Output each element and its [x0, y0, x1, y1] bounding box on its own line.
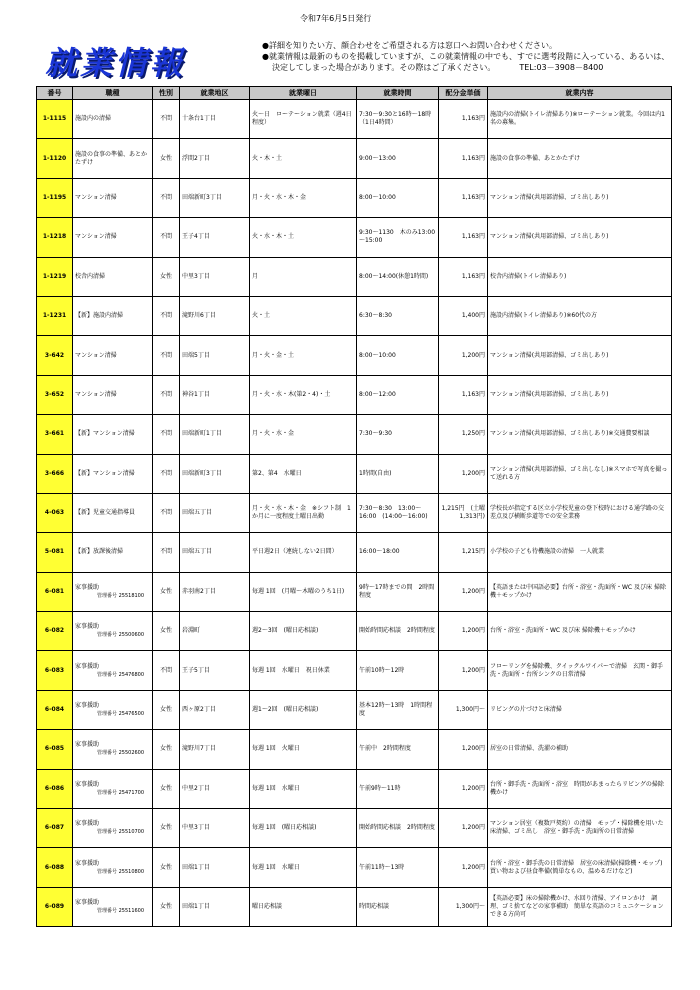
job-pay: 1,200円 [439, 572, 488, 611]
job-type [73, 257, 153, 296]
job-days: 毎週 1回 火曜日 [250, 730, 357, 769]
job-days: 毎週 1回 水曜日 祝日休業 [250, 651, 357, 690]
job-area: 浮間2丁目 [180, 139, 250, 178]
job-area: 中里3丁目 [180, 809, 250, 848]
job-pay: 1,300円～ [439, 887, 488, 926]
job-title: 校舎内清掃 [75, 272, 106, 280]
job-pay: 1,250円 [439, 415, 488, 454]
job-hours: 1時間(自由) [357, 454, 439, 493]
job-area: 王子4丁目 [180, 218, 250, 257]
job-number: 1-1231 [37, 296, 73, 335]
job-type [73, 375, 153, 414]
table-row [37, 651, 672, 690]
job-pay: 1,200円 [439, 612, 488, 651]
job-type [73, 493, 153, 532]
job-number: 6-089 [37, 887, 73, 926]
job-hours: 午前10時～12時 [357, 651, 439, 690]
job-sex: 女性 [153, 572, 180, 611]
header-sex: 性別 [153, 87, 180, 100]
job-type [73, 454, 153, 493]
table-row [37, 375, 672, 414]
job-sex: 女性 [153, 848, 180, 887]
job-days: 毎週 1回 (曜日応相談) [250, 809, 357, 848]
job-number: 3-652 [37, 375, 73, 414]
job-hours: 7:30～9:30と16時～18時（1日4時間） [357, 100, 439, 139]
job-pay: 1,200円 [439, 769, 488, 808]
job-content: フローリングを掃除機、クイックルワイパーで清掃 玄関・御手洗・洗面所・台所シンクの日常清掃 [488, 651, 672, 690]
table-row [37, 100, 672, 139]
job-type [73, 218, 153, 257]
job-title: マンション清掃 [75, 390, 117, 398]
job-days: 火～日 ローテーション就業（週4日程度） [250, 100, 357, 139]
job-type [73, 533, 153, 572]
table-row [37, 690, 672, 729]
management-number: 管理番号 25511600 [97, 908, 145, 914]
job-number: 6-081 [37, 572, 73, 611]
job-content: 施設の食事の準備、あとかたずけ [488, 139, 672, 178]
job-type [73, 572, 153, 611]
job-hours: 8:00～10:00 [357, 178, 439, 217]
job-content: 台所・御手洗・洗面所・浴室 時間があまったらリビングの掃除機かけ [488, 769, 672, 808]
table-row [37, 887, 672, 926]
job-sex: 不問 [153, 178, 180, 217]
job-type [73, 178, 153, 217]
job-content: 小学校の子ども待機施設の清掃 一人就業 [488, 533, 672, 572]
job-area: 田端1丁目 [180, 887, 250, 926]
job-type [73, 336, 153, 375]
job-pay: 1,200円 [439, 848, 488, 887]
job-number: 4-063 [37, 493, 73, 532]
job-number: 3-661 [37, 415, 73, 454]
job-sex: 不問 [153, 100, 180, 139]
job-pay: 1,200円 [439, 809, 488, 848]
job-days: 平日週2日（連続しない2日間） [250, 533, 357, 572]
job-number: 3-666 [37, 454, 73, 493]
job-title: 家事援助 [75, 859, 100, 867]
table-row [37, 730, 672, 769]
header-content: 就業内容 [488, 87, 672, 100]
job-area: 神谷1丁目 [180, 375, 250, 414]
job-type [73, 887, 153, 926]
job-sex: 女性 [153, 887, 180, 926]
job-sex: 女性 [153, 139, 180, 178]
job-area: 滝野川6丁目 [180, 296, 250, 335]
job-days: 月・火・水・木(第2・4)・土 [250, 375, 357, 414]
job-days: 月 [250, 257, 357, 296]
job-days: 毎週 1回 水曜日 [250, 848, 357, 887]
job-type [73, 296, 153, 335]
job-hours: 9時～17時までの間 2時間程度 [357, 572, 439, 611]
job-pay: 1,163円 [439, 100, 488, 139]
job-hours: 午前11時～13時 [357, 848, 439, 887]
job-type [73, 809, 153, 848]
job-title: 家事援助 [75, 583, 100, 591]
job-sex: 不問 [153, 454, 180, 493]
job-sex: 不問 [153, 296, 180, 335]
job-days: 月・火・水・金 [250, 415, 357, 454]
job-sex: 女性 [153, 769, 180, 808]
header-days: 就業曜日 [250, 87, 357, 100]
job-number: 6-088 [37, 848, 73, 887]
job-type [73, 415, 153, 454]
job-sex: 女性 [153, 809, 180, 848]
job-title: 家事援助 [75, 741, 100, 749]
job-content: 【英語必要】床の掃除機かけ、水回り清掃、アイロンかけ 調理、ゴミ捨てなどの家事補助 簡単な英語のコミュニケーションできる方尚可 [488, 887, 672, 926]
job-type [73, 100, 153, 139]
table-row [37, 415, 672, 454]
table-row [37, 218, 672, 257]
header-hours: 就業時間 [357, 87, 439, 100]
job-days: 月・火・水・木・金 ※シフト制 1か月に一度程度土曜日出勤 [250, 493, 357, 532]
job-area: 滝野川7丁目 [180, 730, 250, 769]
job-content: マンション清掃(共用部清掃、ゴミ出しあり)※交通費要相談 [488, 415, 672, 454]
notice-line-3: 決定してしまった場合があります。その際はご了承ください。 [272, 63, 496, 72]
header-number: 番号 [37, 87, 73, 100]
job-title: 家事援助 [75, 820, 100, 828]
job-sex: 不問 [153, 493, 180, 532]
table-row [37, 809, 672, 848]
job-number: 1-1195 [37, 178, 73, 217]
job-title: 家事援助 [75, 662, 100, 670]
job-area: 西ヶ原2丁目 [180, 690, 250, 729]
job-type [73, 730, 153, 769]
job-number: 1-1218 [37, 218, 73, 257]
job-days: 曜日応相談 [250, 887, 357, 926]
job-title: 施設の食事の準備、あとかたずけ [75, 150, 148, 166]
job-hours: 6:30～8:30 [357, 296, 439, 335]
job-hours: 9:00～13:00 [357, 139, 439, 178]
job-content: 校舎内清掃(トイレ清掃あり) [488, 257, 672, 296]
job-days: 週2～3回 (曜日応相談) [250, 612, 357, 651]
job-days: 火・水・木・土 [250, 218, 357, 257]
table-row [37, 336, 672, 375]
job-title: 【新】放課後清掃 [75, 548, 124, 556]
job-hours: 基本12時～13時 1時間程度 [357, 690, 439, 729]
notice-line-1: ●詳細を知りたい方、顔合わせをご希望される方は窓口へお問い合わせください。 [262, 41, 557, 50]
job-days: 第2、第4 水曜日 [250, 454, 357, 493]
job-pay: 1,163円 [439, 218, 488, 257]
job-sex: 女性 [153, 257, 180, 296]
job-number: 6-086 [37, 769, 73, 808]
table-row [37, 572, 672, 611]
job-number: 6-087 [37, 809, 73, 848]
job-content: マンション清掃(共用部清掃、ゴミ出しあり) [488, 336, 672, 375]
job-content: マンション清掃(共用部清掃、ゴミ出しあり) [488, 218, 672, 257]
header-pay: 配分金単価 [439, 87, 488, 100]
job-hours: 午前9時～11時 [357, 769, 439, 808]
job-content: 施設内清掃(トイレ清掃あり)※60代の方 [488, 296, 672, 335]
job-sex: 不問 [153, 651, 180, 690]
phone-number: TEL:03－3908－8400 [519, 63, 604, 72]
job-hours: 開始時間応相談 2時間程度 [357, 612, 439, 651]
job-table [36, 86, 672, 927]
management-number: 管理番号 25510700 [97, 829, 145, 836]
job-hours: 8:00～14:00(休憩1時間) [357, 257, 439, 296]
job-area: 田端五丁目 [180, 493, 250, 532]
job-number: 1-1219 [37, 257, 73, 296]
job-days: 月・火・水・木・金 [250, 178, 357, 217]
job-content: 【英語または中国語必要】台所・浴室・洗面所・WC 及び床 掃除機＋モップかけ [488, 572, 672, 611]
management-number: 管理番号 25500600 [97, 632, 145, 639]
job-days: 火・土 [250, 296, 357, 335]
job-sex: 不問 [153, 336, 180, 375]
job-content: 施設内の清掃(トイレ清掃あり)※ローテーション就業。今回は内1名の募集。 [488, 100, 672, 139]
job-title: 【新】マンション清掃 [75, 469, 135, 477]
job-number: 6-084 [37, 690, 73, 729]
job-title: 家事援助 [75, 702, 100, 710]
job-title: 【新】児童交通指導員 [75, 509, 136, 517]
job-title: マンション清掃 [75, 351, 117, 359]
job-hours: 開始時間応相談 2時間程度 [357, 809, 439, 848]
job-type [73, 848, 153, 887]
job-title: 施設内の清掃 [75, 115, 112, 123]
job-content: 居室の日常清掃、洗濯の補助 [488, 730, 672, 769]
job-title: 家事援助 [75, 899, 100, 906]
management-number: 管理番号 25502600 [97, 750, 145, 757]
job-content: マンション清掃(共用部清掃、ゴミ出しあり) [488, 375, 672, 414]
job-title: 【新】施設内清掃 [75, 312, 124, 320]
job-area: 田端5丁目 [180, 336, 250, 375]
table-row [37, 612, 672, 651]
job-title: 家事援助 [75, 780, 100, 788]
notice-block [262, 40, 669, 73]
job-type [73, 651, 153, 690]
job-days: 毎週 1回 (月曜～木曜のうち1日) [250, 572, 357, 611]
table-row [37, 454, 672, 493]
table-row [37, 178, 672, 217]
job-area: 田端新町1丁目 [180, 415, 250, 454]
job-content: 台所・浴室・洗面所・WC 及び床 掃除機＋モップかけ [488, 612, 672, 651]
job-number: 3-642 [37, 336, 73, 375]
job-area: 田端五丁目 [180, 533, 250, 572]
job-hours: 9:30～1130 木のみ13:00～15:00 [357, 218, 439, 257]
notice-line-2: ●就業情報は最新のものを掲載していますが、この就業情報の中でも、すでに選考段階に入っている、あるいは、 [262, 52, 670, 61]
job-number: 6-082 [37, 612, 73, 651]
table-header-row [37, 87, 672, 100]
job-content: マンション清掃(共用部清掃、ゴミ出しあり) [488, 178, 672, 217]
job-sex: 女性 [153, 612, 180, 651]
table-row [37, 139, 672, 178]
header-area: 就業地区 [180, 87, 250, 100]
table-row [37, 257, 672, 296]
job-hours: 午前中 2時間程度 [357, 730, 439, 769]
job-days: 週1～2回 (曜日応相談) [250, 690, 357, 729]
job-pay: 1,200円 [439, 454, 488, 493]
job-title: マンション清掃 [75, 233, 117, 241]
job-type [73, 690, 153, 729]
management-number: 管理番号 25518100 [97, 592, 145, 599]
job-sex: 女性 [153, 690, 180, 729]
job-days: 月・火・金・土 [250, 336, 357, 375]
job-area: 赤羽南2丁目 [180, 572, 250, 611]
job-sex: 不問 [153, 415, 180, 454]
job-hours: 時間応相談 [357, 887, 439, 926]
job-sex: 不問 [153, 218, 180, 257]
job-sex: 不問 [153, 533, 180, 572]
job-number: 6-083 [37, 651, 73, 690]
job-type [73, 139, 153, 178]
job-hours: 7:30～8:30 13:00～16:00 (14:00～16:00) [357, 493, 439, 532]
management-number: 管理番号 25471700 [97, 789, 145, 796]
job-pay: 1,400円 [439, 296, 488, 335]
job-number: 6-085 [37, 730, 73, 769]
job-title: 【新】マンション清掃 [75, 430, 135, 438]
page-title-logo: 就業情報 [45, 44, 186, 82]
job-number: 1-1115 [37, 100, 73, 139]
table-row [37, 769, 672, 808]
job-area: 王子5丁目 [180, 651, 250, 690]
job-area: 中里3丁目 [180, 257, 250, 296]
job-type [73, 612, 153, 651]
job-sex: 不問 [153, 375, 180, 414]
job-pay: 1,163円 [439, 178, 488, 217]
job-area: 田端新町3丁目 [180, 178, 250, 217]
issue-date: 令和7年6月5日発行 [300, 14, 372, 23]
management-number: 管理番号 25510800 [97, 868, 145, 875]
job-pay: 1,300円～ [439, 690, 488, 729]
job-hours: 7:30～9:30 [357, 415, 439, 454]
job-pay: 1,163円 [439, 257, 488, 296]
job-pay: 1,200円 [439, 336, 488, 375]
job-area: 中里2丁目 [180, 769, 250, 808]
job-area: 十条台1丁目 [180, 100, 250, 139]
job-pay: 1,200円 [439, 730, 488, 769]
job-content: マンション居室（複数戸契約）の清掃 モップ・掃除機を用いた床清掃、ゴミ出し 浴室・御手洗・洗面所の日常清掃 [488, 809, 672, 848]
management-number: 管理番号 25476500 [97, 711, 145, 718]
table-row [37, 533, 672, 572]
header-job: 職種 [73, 87, 153, 100]
job-area: 田端1丁目 [180, 848, 250, 887]
job-hours: 8:00～10:00 [357, 336, 439, 375]
table-row [37, 296, 672, 335]
job-area: 岩淵町 [180, 612, 250, 651]
job-title: 家事援助 [75, 623, 100, 631]
job-pay: 1,200円 [439, 651, 488, 690]
job-content: 学校長が指定する区立小学校児童の登下校時における通学路の交差点及び横断歩道等での安全業務 [488, 493, 672, 532]
job-sex: 女性 [153, 730, 180, 769]
table-row [37, 848, 672, 887]
job-days: 毎週 1回 水曜日 [250, 769, 357, 808]
job-pay: 1,163円 [439, 139, 488, 178]
job-hours: 16:00～18:00 [357, 533, 439, 572]
job-pay: 1,215円 (土曜1,313円) [439, 493, 488, 532]
job-content: マンション清掃(共用部清掃、ゴミ出しなし)※スマホで写真を撮って送れる方 [488, 454, 672, 493]
job-content: リビングの片づけと床清掃 [488, 690, 672, 729]
job-number: 1-1120 [37, 139, 73, 178]
job-content: 台所・浴室・御手洗の日常清掃 居室の床清掃(掃除機・モップ) 買い物および昼食準備(簡単なもの、温めるだけなど) [488, 848, 672, 887]
job-pay: 1,215円 [439, 533, 488, 572]
management-number: 管理番号 25476800 [97, 671, 145, 678]
job-area: 田端新町3丁目 [180, 454, 250, 493]
table-row [37, 493, 672, 532]
job-type [73, 769, 153, 808]
job-hours: 8:00～12:00 [357, 375, 439, 414]
job-title: マンション清掃 [75, 193, 117, 201]
job-number: 5-081 [37, 533, 73, 572]
job-pay: 1,163円 [439, 375, 488, 414]
job-days: 火・木・土 [250, 139, 357, 178]
